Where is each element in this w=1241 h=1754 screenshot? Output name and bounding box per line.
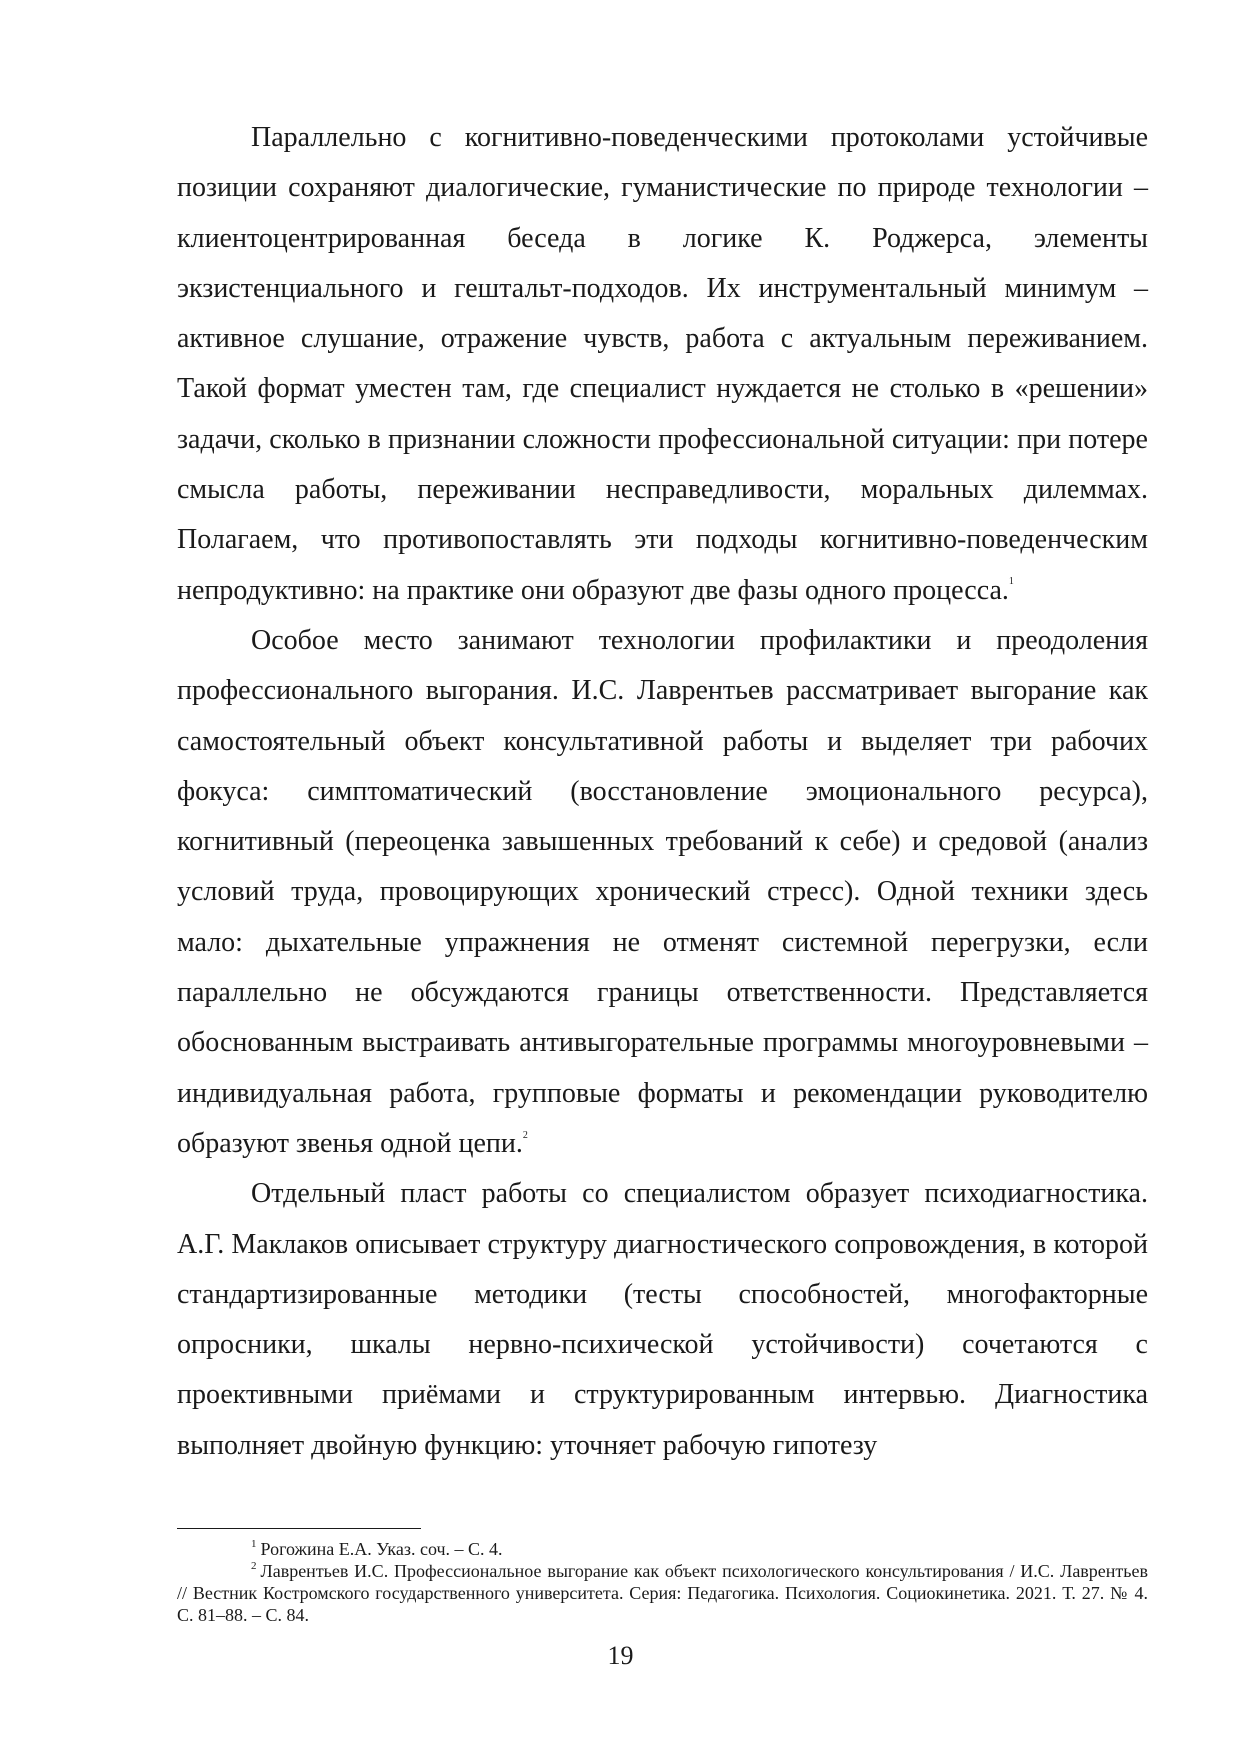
footnotes — [177, 1538, 1148, 1626]
footnote-text: Рогожина Е.А. Указ. соч. – С. 4. — [260, 1539, 503, 1559]
footnote — [177, 1560, 1148, 1626]
paragraph-text: Параллельно с когнитивно-поведенческими протоколами устойчивые позиции сохраняют диалогические, гуманистические по природе технологии – клиентоцентрированная беседа в логике К. Роджерса, элементы экзистенциального и гештальт-подходов. Их инструментальный минимум – активное слушание, отражение чувств, работа с актуальным переживанием. Такой формат уместен там, где специалист нуждается не столько в «решении» задачи, сколько в признании сложности профессиональной ситуации: при потере смысла работы, переживании несправедливости, моральных дилеммах. Полагаем, что противопоставлять эти подходы когнитивно-поведенческим непродуктивно: на практике они образуют две фазы одного процесса. — [177, 122, 1148, 606]
page-number: 19 — [607, 1641, 634, 1670]
paragraph — [177, 113, 1148, 616]
footnote-text: Лаврентьев И.С. Профессиональное выгорание как объект психологического консультирования / И.С. Лаврентьев // Вестник Костромского государственного университета. Серия: Педагогика. Психология. Социокинетика. 2021. Т. 27. № 4. С. 81–88. – С. 84. — [177, 1561, 1148, 1625]
paragraph-text: Отдельный пласт работы со специалистом образует психодиагностика. А.Г. Маклаков описывает структуру диагностического сопровождения, в которой стандартизированные методики (тесты способностей, многофакторные опросники, шкалы нервно-психической устойчивости) сочетаются с проективными приёмами и структурированным интервью. Диагностика выполняет двойную функцию: уточняет рабочую гипотезу — [177, 1178, 1148, 1461]
footnote — [177, 1538, 1148, 1560]
paragraph — [177, 1169, 1148, 1471]
footnote-separator — [177, 1528, 421, 1529]
footnote-reference: 1 — [1008, 576, 1014, 588]
footnote-mark: 2 — [251, 1560, 257, 1572]
footnote-reference: 2 — [522, 1129, 528, 1141]
footnote-mark: 1 — [251, 1538, 257, 1550]
paragraph-text: Особое место занимают технологии профилактики и преодоления профессионального выгорания. И.С. Лаврентьев рассматривает выгорание как самостоятельный объект консультативной работы и выделяет три рабочих фокуса: симптоматический (восстановление эмоционального ресурса), когнитивный (переоценка завышенных требований к себе) и средовой (анализ условий труда, провоцирующих хронический стресс). Одной техники здесь мало: дыхательные упражнения не отменят системной перегрузки, если параллельно не обсуждаются границы ответственности. Представляется обоснованным выстраивать антивыгорательные программы многоуровневыми – индивидуальная работа, групповые форматы и рекомендации руководителю образуют звенья одной цепи. — [177, 624, 1148, 1159]
body-text — [177, 113, 1148, 1471]
paragraph — [177, 616, 1148, 1169]
